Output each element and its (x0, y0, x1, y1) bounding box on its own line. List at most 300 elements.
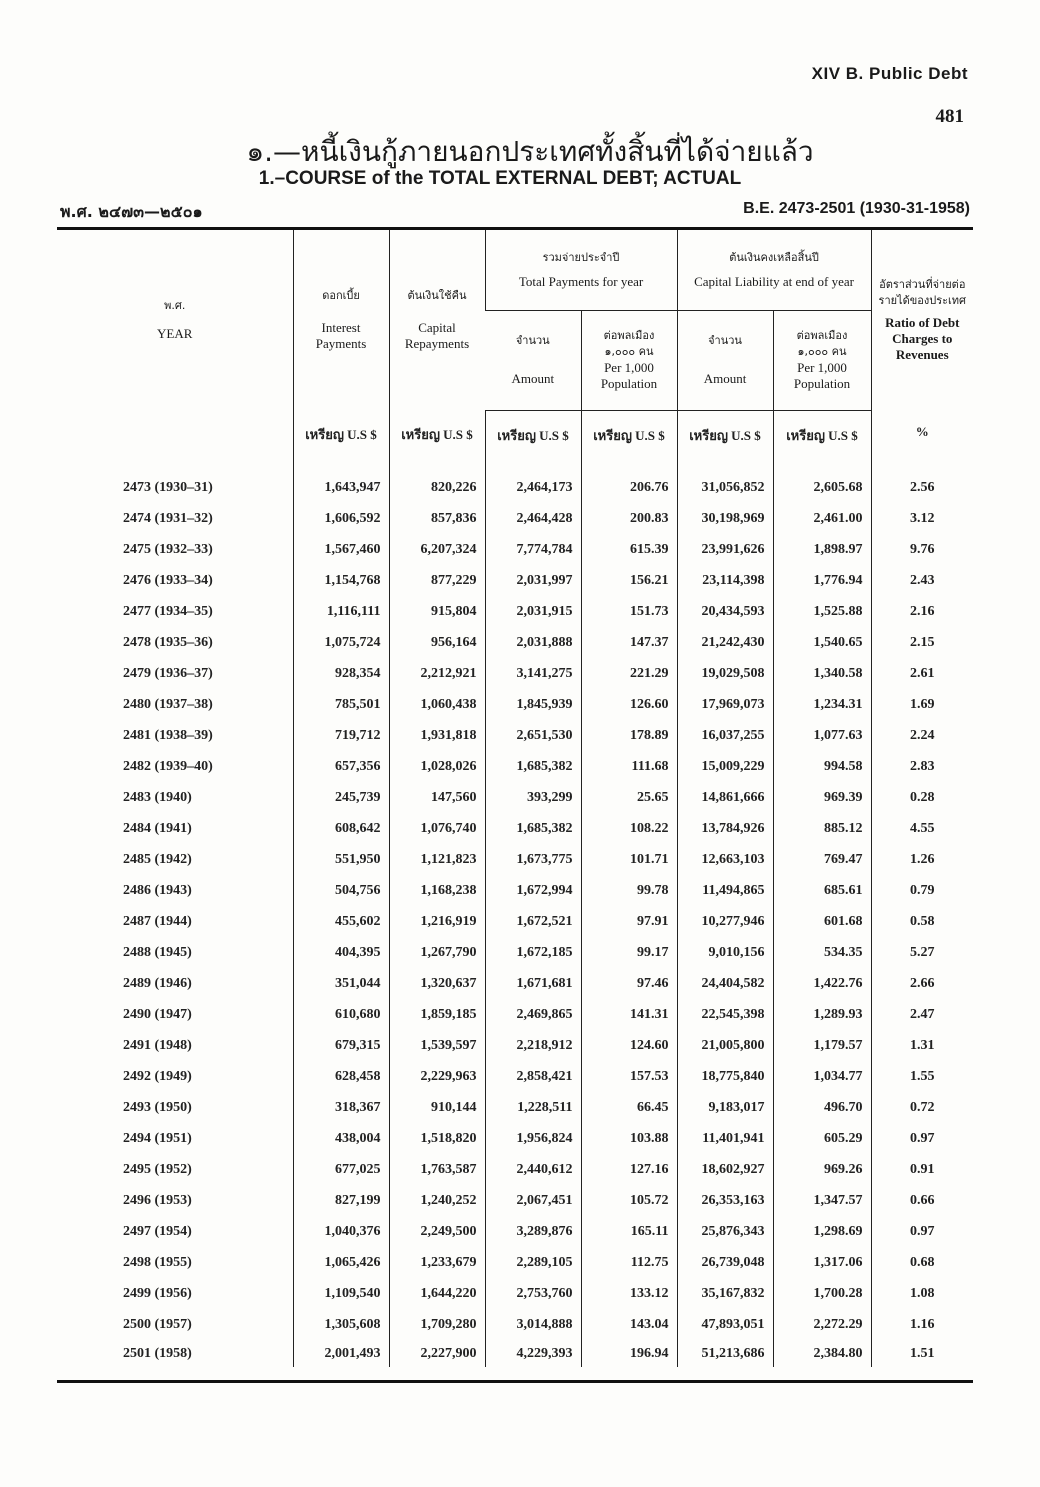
year-cell: 2473 (1930–31) (123, 480, 213, 495)
total-per-capita-cell: 141.31 (581, 1000, 677, 1031)
capital-repayment-cell: 1,320,637 (389, 969, 485, 1000)
liability-amount-cell: 31,056,852 (677, 473, 773, 504)
year-cell: 2500 (1957) (123, 1317, 192, 1332)
year-cell: 2499 (1956) (123, 1286, 192, 1301)
ratio-cell: 1.08 (871, 1279, 973, 1310)
liability-per-capita-cell: 1,179.57 (773, 1031, 871, 1062)
total-amount-cell: 2,464,428 (485, 504, 581, 535)
total-amount-cell: 2,469,865 (485, 1000, 581, 1031)
total-per-capita-cell: 105.72 (581, 1186, 677, 1217)
capital-header-thai: ต้นเงินใช้คืน (407, 289, 467, 302)
capital-repayment-cell: 6,207,324 (389, 535, 485, 566)
year-cell: 2497 (1954) (123, 1224, 192, 1239)
liability-amount-cell: 25,876,343 (677, 1217, 773, 1248)
year-header-en: YEAR (157, 326, 193, 341)
liability-amount-cell: 30,198,969 (677, 504, 773, 535)
capital-repayment-cell: 1,763,587 (389, 1155, 485, 1186)
total-amount-cell: 1,672,521 (485, 907, 581, 938)
ratio-cell: 0.28 (871, 783, 973, 814)
capital-repayment-cell: 915,804 (389, 597, 485, 628)
liability-per-capita-cell: 1,540.65 (773, 628, 871, 659)
year-cell: 2482 (1939–40) (123, 759, 213, 774)
total-per-capita-cell: 151.73 (581, 597, 677, 628)
interest-cell: 677,025 (293, 1155, 389, 1186)
table-row (57, 1186, 973, 1217)
total-amount-cell: 1,845,939 (485, 690, 581, 721)
capital-repayment-cell: 877,229 (389, 566, 485, 597)
interest-cell: 438,004 (293, 1124, 389, 1155)
capital-repayment-cell: 1,060,438 (389, 690, 485, 721)
liability-per-capita-cell: 2,272.29 (773, 1310, 871, 1341)
year-cell: 2491 (1948) (123, 1038, 192, 1053)
thai-title: ๑.—หนี้เงินกู้ภายนอกประเทศทั้งสิ้นที่ได้จ่ายแล้ว (246, 135, 814, 168)
interest-cell: 2,001,493 (293, 1341, 389, 1367)
ratio-header-en: Ratio of Debt Charges to Revenues (885, 315, 960, 362)
total-amount-cell: 1,672,994 (485, 876, 581, 907)
capital-repayment-cell: 1,518,820 (389, 1124, 485, 1155)
capital-repayment-cell: 2,212,921 (389, 659, 485, 690)
total-per-capita-cell: 124.60 (581, 1031, 677, 1062)
table-row (57, 504, 973, 535)
liability-amount-cell: 23,114,398 (677, 566, 773, 597)
interest-header-thai: ดอกเบี้ย (322, 289, 360, 302)
year-cell: 2477 (1934–35) (123, 604, 213, 619)
year-cell: 2481 (1938–39) (123, 728, 213, 743)
capital-repayment-cell: 1,539,597 (389, 1031, 485, 1062)
external-debt-table (57, 230, 973, 1367)
total-amount-cell: 1,685,382 (485, 814, 581, 845)
total-per-capita-cell: 101.71 (581, 845, 677, 876)
interest-cell: 608,642 (293, 814, 389, 845)
table-row (57, 1155, 973, 1186)
total-per-capita-cell: 196.94 (581, 1341, 677, 1367)
year-cell: 2476 (1933–34) (123, 573, 213, 588)
liability-per-capita-cell: 1,289.93 (773, 1000, 871, 1031)
liability-amount-cell: 18,602,927 (677, 1155, 773, 1186)
total-amount-cell: 1,672,185 (485, 938, 581, 969)
capital-repayment-cell: 1,168,238 (389, 876, 485, 907)
liability-per-capita-cell: 1,525.88 (773, 597, 871, 628)
table-row (57, 535, 973, 566)
total-per-capita-cell: 126.60 (581, 690, 677, 721)
year-cell: 2495 (1952) (123, 1162, 192, 1177)
liability-amount-cell: 15,009,229 (677, 752, 773, 783)
debt-table-container (57, 227, 973, 1383)
total-amount-cell: 3,014,888 (485, 1310, 581, 1341)
unit-cell: เหรียญ U.S $ (581, 410, 677, 473)
liability-amount-cell: 18,775,840 (677, 1062, 773, 1093)
table-row (57, 1124, 973, 1155)
ratio-cell: 2.66 (871, 969, 973, 1000)
capital-repayment-cell: 1,859,185 (389, 1000, 485, 1031)
interest-cell: 504,756 (293, 876, 389, 907)
total-payments-header (485, 230, 677, 310)
liability-amount-cell: 16,037,255 (677, 721, 773, 752)
liability-per-capita-cell: 969.26 (773, 1155, 871, 1186)
ratio-cell: 2.16 (871, 597, 973, 628)
ratio-cell: 0.68 (871, 1248, 973, 1279)
year-cell: 2492 (1949) (123, 1069, 192, 1084)
total-per-capita-cell: 108.22 (581, 814, 677, 845)
total-per-capita-cell: 200.83 (581, 504, 677, 535)
total-per-capita-cell: 112.75 (581, 1248, 677, 1279)
liability-amount-cell: 17,969,073 (677, 690, 773, 721)
liability-amount-cell: 13,784,926 (677, 814, 773, 845)
liability-per-capita-cell: 1,034.77 (773, 1062, 871, 1093)
interest-cell: 1,305,608 (293, 1310, 389, 1341)
period-thai: พ.ศ. ๒๔๗๓—๒๕๐๑ (60, 202, 203, 221)
liability-per-capita-cell: 1,347.57 (773, 1186, 871, 1217)
table-row (57, 783, 973, 814)
interest-cell: 318,367 (293, 1093, 389, 1124)
english-title: 1.–COURSE of the TOTAL EXTERNAL DEBT; ACTUAL (258, 168, 742, 189)
ratio-cell: 1.16 (871, 1310, 973, 1341)
table-row (57, 876, 973, 907)
year-header (57, 230, 293, 410)
interest-cell: 1,643,947 (293, 473, 389, 504)
capital-repayment-cell: 1,028,026 (389, 752, 485, 783)
total-amount-cell: 2,440,612 (485, 1155, 581, 1186)
interest-cell: 827,199 (293, 1186, 389, 1217)
year-cell: 2480 (1937–38) (123, 697, 213, 712)
ratio-cell: 1.31 (871, 1031, 973, 1062)
unit-cell: % (871, 410, 973, 473)
total-per-capita-cell: 97.91 (581, 907, 677, 938)
amount-thai-2: จำนวน (708, 334, 742, 347)
interest-cell: 1,040,376 (293, 1217, 389, 1248)
interest-cell: 245,739 (293, 783, 389, 814)
unit-cell: เหรียญ U.S $ (389, 410, 485, 473)
table-row (57, 1341, 973, 1367)
year-header-thai: พ.ศ. (164, 299, 186, 312)
liability-per-capita-cell: 2,461.00 (773, 504, 871, 535)
liability-per-capita-cell: 969.39 (773, 783, 871, 814)
total-per-capita-cell: 127.16 (581, 1155, 677, 1186)
liability-per-capita-cell: 1,898.97 (773, 535, 871, 566)
liability-per-capita-cell: 1,077.63 (773, 721, 871, 752)
total-amount-cell: 2,289,105 (485, 1248, 581, 1279)
total-amount-cell: 3,289,876 (485, 1217, 581, 1248)
total-per-capita-cell: 99.78 (581, 876, 677, 907)
total-per-capita-cell: 66.45 (581, 1093, 677, 1124)
capital-repayment-cell: 1,709,280 (389, 1310, 485, 1341)
interest-cell: 1,075,724 (293, 628, 389, 659)
table-row (57, 1248, 973, 1279)
liability-amount-cell: 10,277,946 (677, 907, 773, 938)
liability-amount-cell: 24,404,582 (677, 969, 773, 1000)
capital-repayment-cell: 2,249,500 (389, 1217, 485, 1248)
capital-repayment-cell: 910,144 (389, 1093, 485, 1124)
total-amount-cell: 2,031,997 (485, 566, 581, 597)
liability-per-capita-cell: 769.47 (773, 845, 871, 876)
capital-header-en: Capital Repayments (404, 320, 470, 351)
liability-per-capita-cell: 1,422.76 (773, 969, 871, 1000)
total-per-capita-cell: 178.89 (581, 721, 677, 752)
liability-header-thai: ต้นเงินคงเหลือสิ้นปี (729, 250, 819, 264)
ratio-cell: 0.97 (871, 1124, 973, 1155)
total-per-capita-cell: 143.04 (581, 1310, 677, 1341)
interest-cell: 1,065,426 (293, 1248, 389, 1279)
total-per-capita-cell: 156.21 (581, 566, 677, 597)
units-row (57, 410, 973, 473)
amount-en-1: Amount (511, 371, 555, 386)
total-per-capita-cell: 221.29 (581, 659, 677, 690)
total-amount-cell: 2,067,451 (485, 1186, 581, 1217)
table-row (57, 597, 973, 628)
total-per-capita-cell: 25.65 (581, 783, 677, 814)
liability-per-capita-cell: 534.35 (773, 938, 871, 969)
interest-cell: 679,315 (293, 1031, 389, 1062)
capital-repayment-cell: 1,216,919 (389, 907, 485, 938)
ratio-cell: 0.72 (871, 1093, 973, 1124)
per-en-1: Per 1,000 Population (600, 360, 658, 391)
total-per-capita-cell: 147.37 (581, 628, 677, 659)
ratio-cell: 5.27 (871, 938, 973, 969)
liability-per-capita-cell: 685.61 (773, 876, 871, 907)
liability-per-capita-cell: 1,317.06 (773, 1248, 871, 1279)
unit-cell: เหรียญ U.S $ (677, 410, 773, 473)
ratio-header (871, 230, 973, 410)
total-amount-cell: 4,229,393 (485, 1341, 581, 1367)
capital-liability-header (677, 230, 871, 310)
total-amount-cell: 2,753,760 (485, 1279, 581, 1310)
interest-cell: 1,567,460 (293, 535, 389, 566)
year-cell: 2478 (1935–36) (123, 635, 213, 650)
total-amount-cell: 3,141,275 (485, 659, 581, 690)
page-number: 481 (935, 106, 964, 127)
year-cell: 2498 (1955) (123, 1255, 192, 1270)
interest-cell: 719,712 (293, 721, 389, 752)
capital-repayment-cell: 147,560 (389, 783, 485, 814)
interest-cell: 455,602 (293, 907, 389, 938)
capital-repayment-cell: 2,227,900 (389, 1341, 485, 1367)
liability-amount-cell: 26,353,163 (677, 1186, 773, 1217)
capital-repayment-cell: 1,233,679 (389, 1248, 485, 1279)
interest-cell: 1,116,111 (293, 597, 389, 628)
total-per-capita-cell: 103.88 (581, 1124, 677, 1155)
year-cell: 2479 (1936–37) (123, 666, 213, 681)
total-per-capita-cell: 157.53 (581, 1062, 677, 1093)
table-row (57, 1217, 973, 1248)
per-en-2: Per 1,000 Population (793, 360, 851, 391)
ratio-cell: 1.26 (871, 845, 973, 876)
liability-per-capita-cell: 2,605.68 (773, 473, 871, 504)
ratio-cell: 0.58 (871, 907, 973, 938)
liability-amount-cell: 9,010,156 (677, 938, 773, 969)
liability-amount-cell: 23,991,626 (677, 535, 773, 566)
liability-per-capita-cell: 605.29 (773, 1124, 871, 1155)
interest-cell: 551,950 (293, 845, 389, 876)
liability-per-capita-cell: 994.58 (773, 752, 871, 783)
per-thai-unit-1: ๑,๐๐๐ คน (604, 345, 654, 358)
total-per-capita-cell: 165.11 (581, 1217, 677, 1248)
total-amount-cell: 2,031,915 (485, 597, 581, 628)
interest-header (293, 230, 389, 410)
unit-cell: เหรียญ U.S $ (485, 410, 581, 473)
section-label: XIV B. Public Debt (811, 64, 968, 83)
ratio-cell: 0.79 (871, 876, 973, 907)
interest-cell: 657,356 (293, 752, 389, 783)
table-row (57, 721, 973, 752)
table-row (57, 907, 973, 938)
liability-per-capita-cell: 2,384.80 (773, 1341, 871, 1367)
year-cell: 2501 (1958) (123, 1345, 192, 1361)
interest-cell: 404,395 (293, 938, 389, 969)
total-amount-cell: 2,031,888 (485, 628, 581, 659)
year-cell: 2494 (1951) (123, 1131, 192, 1146)
ratio-cell: 1.55 (871, 1062, 973, 1093)
capital-repayment-cell: 1,644,220 (389, 1279, 485, 1310)
unit-cell (57, 410, 293, 473)
total-per-capita-cell: 111.68 (581, 752, 677, 783)
unit-cell: เหรียญ U.S $ (293, 410, 389, 473)
interest-cell: 1,606,592 (293, 504, 389, 535)
total-per-capita-cell: 133.12 (581, 1279, 677, 1310)
table-row (57, 814, 973, 845)
year-cell: 2484 (1941) (123, 821, 192, 836)
table-row (57, 690, 973, 721)
per-thai-unit-2: ๑,๐๐๐ คน (797, 345, 847, 358)
liability-amount-cell: 21,242,430 (677, 628, 773, 659)
ratio-cell: 2.47 (871, 1000, 973, 1031)
total-amount-cell: 1,673,775 (485, 845, 581, 876)
capital-repayment-cell: 857,836 (389, 504, 485, 535)
year-cell: 2475 (1932–33) (123, 542, 213, 557)
year-cell: 2486 (1943) (123, 883, 192, 898)
year-cell: 2488 (1945) (123, 945, 192, 960)
total-amount-cell: 1,956,824 (485, 1124, 581, 1155)
table-row (57, 1279, 973, 1310)
liability-header-en: Capital Liability at end of year (694, 273, 854, 289)
liability-amount-cell: 35,167,832 (677, 1279, 773, 1310)
total-amount-cell: 2,218,912 (485, 1031, 581, 1062)
ratio-header-thai: อัตราส่วนที่จ่ายต่อรายได้ของประเทศ (878, 278, 967, 307)
table-row (57, 845, 973, 876)
capital-repayment-cell: 1,121,823 (389, 845, 485, 876)
interest-cell: 928,354 (293, 659, 389, 690)
table-row (57, 1000, 973, 1031)
ratio-cell: 2.83 (871, 752, 973, 783)
capital-repayment-cell: 1,267,790 (389, 938, 485, 969)
total-amount-header (485, 310, 581, 410)
liability-amount-cell: 26,739,048 (677, 1248, 773, 1279)
liability-per-capita-header (773, 310, 871, 410)
ratio-cell: 1.69 (871, 690, 973, 721)
total-amount-cell: 2,858,421 (485, 1062, 581, 1093)
table-row (57, 566, 973, 597)
ratio-cell: 0.91 (871, 1155, 973, 1186)
capital-repayment-cell: 1,931,818 (389, 721, 485, 752)
ratio-cell: 4.55 (871, 814, 973, 845)
ratio-cell: 2.15 (871, 628, 973, 659)
year-cell: 2489 (1946) (123, 976, 192, 991)
year-cell: 2483 (1940) (123, 790, 192, 805)
interest-header-en: Interest Payments (315, 320, 367, 351)
total-per-capita-cell: 615.39 (581, 535, 677, 566)
table-row (57, 659, 973, 690)
total-amount-cell: 1,228,511 (485, 1093, 581, 1124)
ratio-cell: 0.66 (871, 1186, 973, 1217)
liability-per-capita-cell: 1,340.58 (773, 659, 871, 690)
liability-per-capita-cell: 1,776.94 (773, 566, 871, 597)
amount-thai-1: จำนวน (515, 334, 550, 347)
ratio-cell: 2.56 (871, 473, 973, 504)
capital-repayment-cell: 820,226 (389, 473, 485, 504)
table-row (57, 1093, 973, 1124)
capital-header (389, 230, 485, 410)
table-row (57, 1310, 973, 1341)
liability-per-capita-cell: 496.70 (773, 1093, 871, 1124)
interest-cell: 1,154,768 (293, 566, 389, 597)
period-english: B.E. 2473-2501 (1930-31-1958) (743, 200, 970, 217)
table-row (57, 1031, 973, 1062)
year-cell: 2490 (1947) (123, 1007, 192, 1022)
total-amount-cell: 1,671,681 (485, 969, 581, 1000)
per-thai-1: ต่อพลเมือง (603, 329, 655, 342)
per-thai-2: ต่อพลเมือง (796, 329, 848, 342)
year-cell: 2474 (1931–32) (123, 511, 213, 526)
interest-cell: 628,458 (293, 1062, 389, 1093)
liability-amount-cell: 11,494,865 (677, 876, 773, 907)
amount-en-2: Amount (703, 371, 747, 386)
total-amount-cell: 2,464,173 (485, 473, 581, 504)
ratio-cell: 2.61 (871, 659, 973, 690)
capital-repayment-cell: 1,076,740 (389, 814, 485, 845)
table-row (57, 628, 973, 659)
ratio-cell: 9.76 (871, 535, 973, 566)
ratio-cell: 1.51 (871, 1341, 973, 1367)
capital-repayment-cell: 1,240,252 (389, 1186, 485, 1217)
liability-per-capita-cell: 1,234.31 (773, 690, 871, 721)
total-amount-cell: 7,774,784 (485, 535, 581, 566)
total-header-thai: รวมจ่ายประจำปี (542, 250, 620, 264)
year-cell: 2485 (1942) (123, 852, 192, 867)
interest-cell: 351,044 (293, 969, 389, 1000)
year-cell: 2496 (1953) (123, 1193, 192, 1208)
liability-per-capita-cell: 1,700.28 (773, 1279, 871, 1310)
year-cell: 2493 (1950) (123, 1100, 192, 1115)
liability-amount-cell: 47,893,051 (677, 1310, 773, 1341)
total-amount-cell: 2,651,530 (485, 721, 581, 752)
table-row (57, 1062, 973, 1093)
liability-per-capita-cell: 601.68 (773, 907, 871, 938)
year-cell: 2487 (1944) (123, 914, 192, 929)
liability-amount-cell: 51,213,686 (677, 1341, 773, 1367)
liability-amount-cell: 14,861,666 (677, 783, 773, 814)
total-per-capita-cell: 97.46 (581, 969, 677, 1000)
unit-cell: เหรียญ U.S $ (773, 410, 871, 473)
liability-amount-cell: 9,183,017 (677, 1093, 773, 1124)
liability-amount-cell: 19,029,508 (677, 659, 773, 690)
table-row (57, 938, 973, 969)
table-row (57, 752, 973, 783)
liability-amount-header (677, 310, 773, 410)
liability-amount-cell: 12,663,103 (677, 845, 773, 876)
total-header-en: Total Payments for year (518, 273, 644, 289)
ratio-cell: 2.24 (871, 721, 973, 752)
total-per-capita-header (581, 310, 677, 410)
capital-repayment-cell: 2,229,963 (389, 1062, 485, 1093)
interest-cell: 785,501 (293, 690, 389, 721)
interest-cell: 610,680 (293, 1000, 389, 1031)
liability-amount-cell: 21,005,800 (677, 1031, 773, 1062)
total-amount-cell: 1,685,382 (485, 752, 581, 783)
table-row (57, 969, 973, 1000)
ratio-cell: 3.12 (871, 504, 973, 535)
ratio-cell: 2.43 (871, 566, 973, 597)
liability-per-capita-cell: 885.12 (773, 814, 871, 845)
total-per-capita-cell: 206.76 (581, 473, 677, 504)
